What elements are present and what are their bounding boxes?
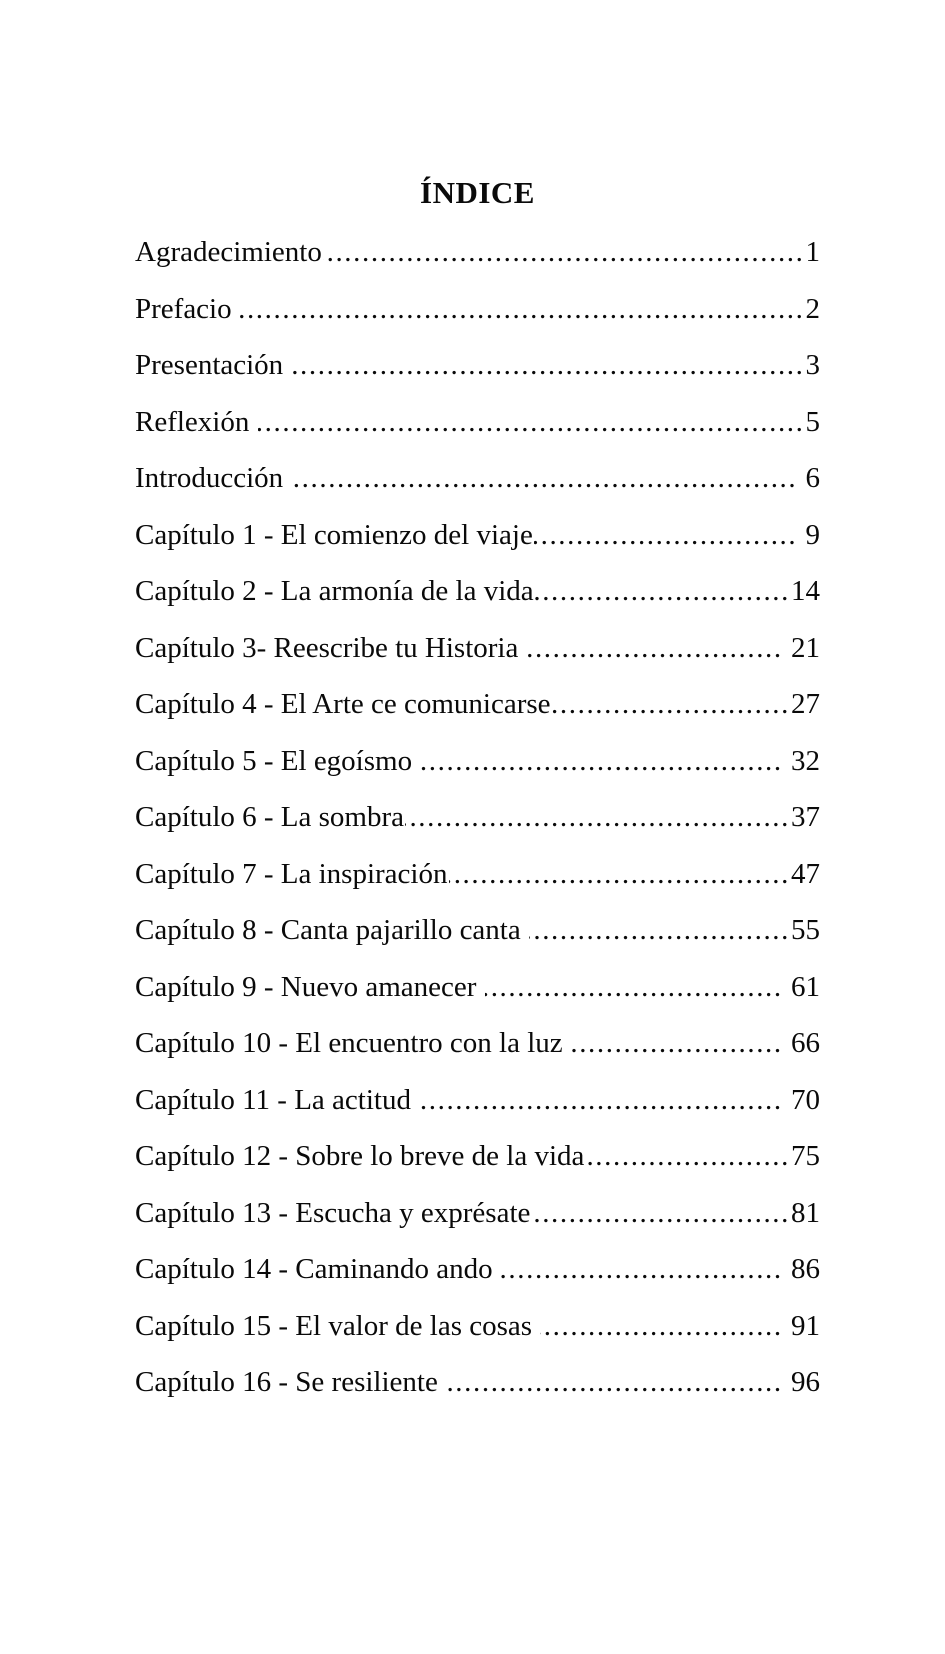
- toc-entry-page-number: 91: [783, 1309, 820, 1342]
- toc-entry: [135, 281, 820, 338]
- toc-entry: [135, 394, 820, 451]
- toc-entry: [135, 1241, 820, 1298]
- toc-entry-label: Capítulo 11 - La actitud: [135, 1083, 419, 1116]
- toc-entry-page-number: 66: [783, 1027, 820, 1059]
- toc-entry-page-number: 6: [798, 462, 820, 494]
- toc-entry: [135, 733, 820, 790]
- toc-entry-label: Capítulo 7 - La inspiración: [135, 857, 448, 890]
- toc-entry-label: Capítulo 2 - La armonía de la vida: [135, 575, 534, 607]
- toc-entry-label: Capítulo 1 - El comienzo del viaje: [135, 518, 533, 551]
- toc-entry-label: Capítulo 14 - Caminando ando: [135, 1253, 500, 1285]
- toc-entry-page-number: 21: [783, 631, 820, 664]
- toc-entry: [135, 507, 820, 564]
- toc-entry-page-number: 5: [805, 405, 820, 438]
- dot-leader: [446, 1354, 783, 1411]
- dot-leader: [291, 450, 797, 507]
- toc-entry-page-number: 2: [805, 292, 820, 325]
- toc-entry-label: Capítulo 16 - Se resiliente: [135, 1366, 446, 1398]
- toc-entry: [135, 1298, 820, 1355]
- toc-entry: [135, 902, 820, 959]
- toc-entry-page-number: 37: [791, 801, 820, 833]
- toc-entry-label: Capítulo 5 - El egoísmo: [135, 744, 420, 777]
- toc-entry-page-number: 96: [783, 1366, 820, 1398]
- toc-entry: [135, 563, 820, 620]
- toc-entry-page-number: 27: [791, 688, 820, 720]
- toc-entry-label: Capítulo 6 - La sombra: [135, 801, 405, 833]
- toc-entry-page-number: 14: [791, 575, 820, 607]
- toc-entry: [135, 959, 820, 1016]
- toc-entry-label: Capítulo 8 - Canta pajarillo canta: [135, 914, 528, 946]
- toc-entry: [135, 676, 820, 733]
- toc-entry-label: Agradecimiento: [135, 236, 322, 268]
- toc-entry: [135, 224, 820, 281]
- dot-leader: [405, 789, 790, 846]
- dot-leader: [552, 676, 790, 733]
- toc-entry-label: Reflexión: [135, 405, 257, 438]
- dot-leader: [585, 1128, 790, 1185]
- dot-leader: [529, 902, 790, 959]
- dot-leader: [527, 620, 783, 677]
- toc-entry-label: Capítulo 13 - Escucha y exprésate: [135, 1196, 531, 1229]
- toc-entry: [135, 1128, 820, 1185]
- toc-entry-label: Presentación: [135, 349, 291, 381]
- dot-leader: [240, 281, 805, 338]
- toc-entry-page-number: 61: [783, 970, 820, 1003]
- toc-entry-page-number: 55: [791, 914, 820, 946]
- toc-entry-page-number: 86: [783, 1253, 820, 1285]
- toc-entry: [135, 846, 820, 903]
- dot-leader: [531, 1185, 790, 1242]
- toc-entry: [135, 450, 820, 507]
- dot-leader: [535, 563, 790, 620]
- toc-entry: [135, 1072, 820, 1129]
- toc-entry-label: Capítulo 10 - El encuentro con la luz: [135, 1027, 570, 1059]
- toc-list: [135, 224, 820, 1411]
- dot-leader: [571, 1015, 783, 1072]
- toc-entry-page-number: 75: [791, 1140, 820, 1172]
- toc-entry-page-number: 32: [783, 744, 820, 777]
- dot-leader: [540, 1298, 782, 1355]
- toc-entry-label: Capítulo 3- Reescribe tu Historia: [135, 631, 526, 664]
- toc-entry-page-number: 47: [791, 857, 820, 890]
- dot-leader: [501, 1241, 783, 1298]
- page-title: ÍNDICE: [420, 175, 535, 210]
- toc-entry-page-number: 1: [805, 236, 820, 268]
- toc-entry-label: Prefacio: [135, 292, 239, 325]
- dot-leader: [534, 507, 797, 564]
- toc-entry-label: Capítulo 15 - El valor de las cosas: [135, 1309, 540, 1342]
- dot-leader: [420, 733, 782, 790]
- toc-entry: [135, 620, 820, 677]
- toc-entry: [135, 1015, 820, 1072]
- dot-leader: [485, 959, 783, 1016]
- toc-entry: [135, 337, 820, 394]
- dot-leader: [419, 1072, 783, 1129]
- toc-entry-label: Introducción: [135, 462, 291, 494]
- toc-entry-label: Capítulo 12 - Sobre lo breve de la vida: [135, 1140, 585, 1172]
- toc-entry: [135, 789, 820, 846]
- toc-entry: [135, 1354, 820, 1411]
- toc-entry-page-number: 81: [791, 1196, 820, 1229]
- toc-entry-page-number: 70: [783, 1083, 820, 1116]
- dot-leader: [449, 846, 791, 903]
- dot-leader: [323, 224, 805, 281]
- toc-entry-label: Capítulo 4 - El Arte ce comunicarse: [135, 688, 551, 720]
- toc-entry-label: Capítulo 9 - Nuevo amanecer: [135, 970, 484, 1003]
- toc-entry: [135, 1185, 820, 1242]
- toc-entry-page-number: 3: [805, 349, 820, 381]
- dot-leader: [258, 394, 805, 451]
- toc-entry-page-number: 9: [798, 518, 820, 551]
- dot-leader: [291, 337, 804, 394]
